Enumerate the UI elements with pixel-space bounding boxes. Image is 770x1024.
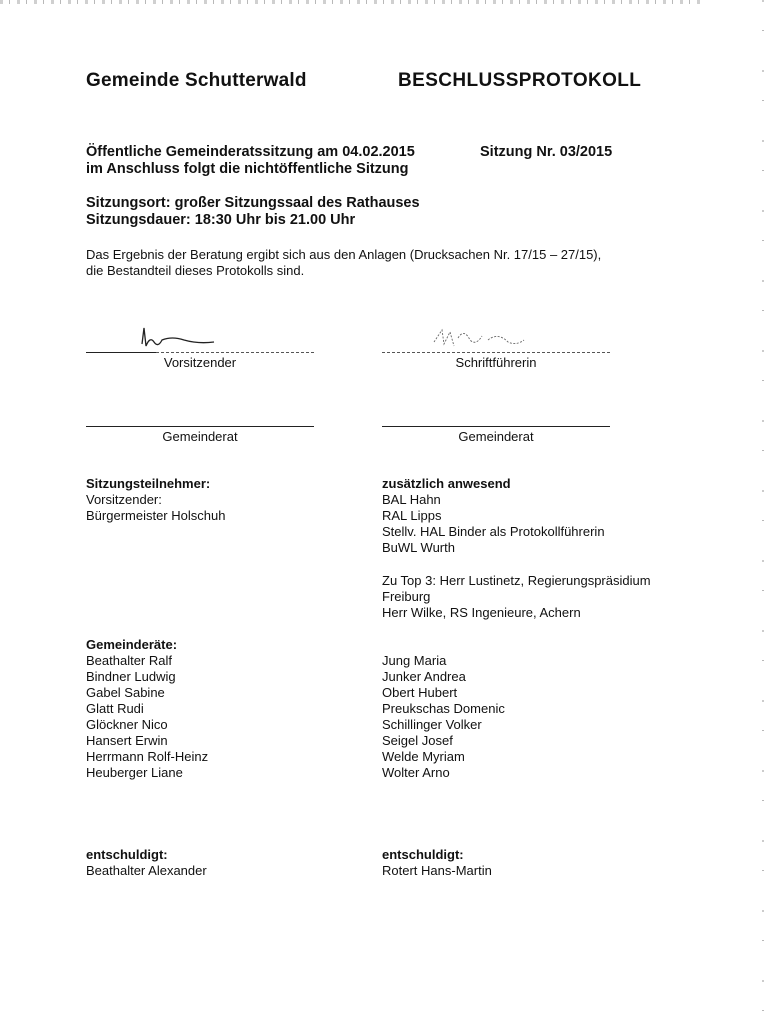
- list-item: Seigel Josef: [382, 733, 453, 748]
- recorder-signature-line: [382, 352, 610, 353]
- council-right-signature-line: [382, 426, 610, 427]
- scan-artifact-top: [0, 0, 700, 4]
- excused-left-block: [86, 847, 207, 879]
- session-followup: im Anschluss folgt die nichtöffentliche Sitzung: [86, 161, 409, 177]
- session-number: Sitzung Nr. 03/2015: [480, 144, 613, 160]
- council-left-caption: Gemeinderat: [162, 429, 238, 444]
- session-duration: Sitzungsdauer: 18:30 Uhr bis 21.00 Uhr: [86, 212, 356, 228]
- excused-right-block: [382, 847, 492, 879]
- session-title: Öffentliche Gemeinderatssitzung am 04.02.2015: [86, 144, 415, 160]
- list-item: BuWL Wurth: [382, 540, 455, 555]
- council-right-caption: Gemeinderat: [458, 429, 534, 444]
- list-item: Wolter Arno: [382, 765, 450, 780]
- chair-caption: Vorsitzender: [163, 355, 237, 370]
- participants-block: [86, 476, 225, 524]
- list-item: Hansert Erwin: [86, 733, 168, 748]
- list-item: BAL Hahn: [382, 492, 441, 507]
- list-item: RAL Lipps: [382, 508, 442, 523]
- chair-name: Bürgermeister Holschuh: [86, 508, 226, 523]
- list-item: Bindner Ludwig: [86, 669, 176, 684]
- list-item: Jung Maria: [382, 653, 447, 668]
- recorder-signature: [428, 322, 538, 354]
- list-item: Beathalter Ralf: [86, 653, 172, 668]
- present-block: [382, 476, 605, 556]
- document-type-title: BESCHLUSSPROTOKOLL: [398, 70, 642, 91]
- list-item: Schillinger Volker: [382, 717, 482, 732]
- recorder-caption: Schriftführerin: [455, 355, 537, 370]
- list-item: Preukschas Domenic: [382, 701, 505, 716]
- list-item: Herrmann Rolf-Heinz: [86, 749, 209, 764]
- list-item: Heuberger Liane: [86, 765, 183, 780]
- top3-line2: Freiburg: [382, 589, 431, 604]
- result-text-line2: die Bestandteil dieses Protokolls sind.: [86, 263, 305, 278]
- list-item: Glöckner Nico: [86, 717, 168, 732]
- list-item: Gabel Sabine: [86, 685, 165, 700]
- councillors-heading: Gemeinderäte:: [86, 637, 178, 652]
- participants-heading: Sitzungsteilnehmer:: [86, 476, 211, 491]
- list-item: Stellv. HAL Binder als Protokollführerin: [382, 524, 605, 539]
- list-item: Obert Hubert: [382, 685, 458, 700]
- chair-signature-line: [86, 352, 156, 353]
- council-left-signature-line: [86, 426, 314, 427]
- chair-label: Vorsitzender:: [86, 492, 162, 507]
- councillors-right-list: [382, 653, 505, 781]
- excused-left-name: Beathalter Alexander: [86, 863, 207, 878]
- excused-right-heading: entschuldigt:: [382, 847, 464, 862]
- list-item: Glatt Rudi: [86, 701, 144, 716]
- top3-line1: Zu Top 3: Herr Lustinetz, Regierungspräsidium: [382, 573, 651, 588]
- councillors-left-list: [86, 637, 208, 781]
- present-heading: zusätzlich anwesend: [382, 476, 511, 491]
- excused-right-name: Rotert Hans-Martin: [382, 863, 492, 878]
- excused-left-heading: entschuldigt:: [86, 847, 168, 862]
- top3-block: [382, 573, 651, 621]
- list-item: Junker Andrea: [382, 669, 466, 684]
- municipality-title: Gemeinde Schutterwald: [86, 70, 307, 91]
- top3-line3: Herr Wilke, RS Ingenieure, Achern: [382, 605, 581, 620]
- scan-artifact-right: [762, 0, 764, 1024]
- session-location: Sitzungsort: großer Sitzungssaal des Rathauses: [86, 195, 420, 211]
- result-text-line1: Das Ergebnis der Beratung ergibt sich aus den Anlagen (Drucksachen Nr. 17/15 – 27/15),: [86, 247, 602, 262]
- list-item: Welde Myriam: [382, 749, 465, 764]
- chair-signature-line-dotted: [156, 352, 314, 353]
- chair-signature: [138, 322, 228, 352]
